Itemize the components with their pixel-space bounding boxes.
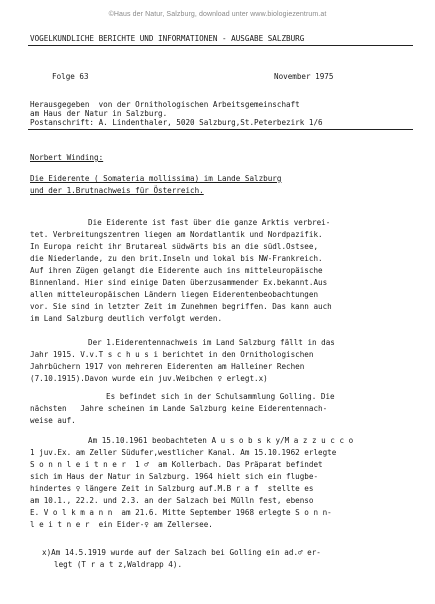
body-line: 1 juv.Ex. am Zeller Südufer,westlicher Kanal. Am 15.10.1962 erlegte xyxy=(30,448,337,457)
body-line: Jahrbüchern 1917 von mehreren Eiderenten am Halleiner Rechen xyxy=(30,362,305,371)
body-line: die Niederlande, zu den brit.Inseln und lokal bis NW-Frankreich. xyxy=(30,254,323,263)
article-title-line-1: Die Eiderente ( Somateria mollissima) im Lande Salzburg xyxy=(30,174,282,183)
body-line: In Europa reicht ihr Brutareal südwärts bis an die südl.Ostsee, xyxy=(30,242,319,251)
body-line: hindertes ♀ längere Zeit in Salzburg auf.M.B r a f stellte es xyxy=(30,484,314,493)
body-line: Jahr 1915. V.v.T s c h u s i berichtet in den Ornithologischen xyxy=(30,350,314,359)
header-rule xyxy=(28,45,413,46)
body-line: sich im Haus der Natur in Salzburg. 1964 hielt sich ein flugbe- xyxy=(30,472,319,481)
footnote-line: x)Am 14.5.1919 wurde auf der Salzach bei Golling ein ad.♂ er- xyxy=(42,548,321,557)
body-line: S o n n l e i t n e r 1 ♂ am Kollerbach. Das Präparat befindet xyxy=(30,460,323,469)
postal-address: Postanschrift: A. Lindenthaler, 5020 Salzburg,St.Peterbezirk 1/6 xyxy=(30,118,323,127)
body-line: nächsten Jahre scheinen im Lande Salzburg keine Eiderentennach- xyxy=(30,404,328,413)
body-line: weise auf. xyxy=(30,416,76,425)
article-author: Norbert Winding: xyxy=(30,153,104,162)
watermark: ©Haus der Natur, Salzburg, download unter www.biologiezentrum.at xyxy=(108,11,327,18)
body-line: E. V o l k m a n n am 21.6. Mitte September 1968 erlegte S o n n- xyxy=(30,508,332,517)
article-title-line-2: und der 1.Brutnachweis für Österreich. xyxy=(30,186,204,195)
body-line: l e i t n e r ein Eider-♀ am Zellersee. xyxy=(30,520,213,529)
publisher-line-1: Herausgegeben von der Ornithologischen Arbeitsgemeinschaft xyxy=(30,100,300,109)
body-line: Der 1.Eiderentennachweis im Land Salzburg fällt in das xyxy=(88,338,335,347)
body-line: vor. Sie sind in letzter Zeit im Zunehmen begriffen. Das kann auch xyxy=(30,302,332,311)
body-line: Die Eiderente ist fast über die ganze Arktis verbrei- xyxy=(88,218,331,227)
body-line: tet. Verbreitungszentren liegen am Nordatlantik und Nordpazifik. xyxy=(30,230,323,239)
address-rule xyxy=(28,129,413,130)
body-line: Auf ihren Zügen gelangt die Eiderente auch ins mitteleuropäische xyxy=(30,266,323,275)
body-line: im Land Salzburg deutlich verfolgt werden. xyxy=(30,314,223,323)
issue-date: November 1975 xyxy=(274,72,334,81)
body-line: am 10.1., 22.2. und 2.3. an der Salzach bei Mülln fest, ebenso xyxy=(30,496,314,505)
body-line: Binnenland. Hier sind einige Daten überzusammender Ex.bekannt.Aus xyxy=(30,278,328,287)
body-line: Es befindet sich in der Schulsammlung Golling. Die xyxy=(106,392,335,401)
body-line: Am 15.10.1961 beobachteten A u s o b s k y/M a z z u c c o xyxy=(88,436,354,445)
footnote-line: legt (T r a t z,Waldrapp 4). xyxy=(54,560,183,569)
body-line: allen mitteleuropäischen Ländern liegen Eiderentenbeobachtungen xyxy=(30,290,319,299)
publisher-line-2: am Haus der Natur in Salzburg. xyxy=(30,109,168,118)
issue-number: Folge 63 xyxy=(52,72,89,81)
body-line: (7.10.1915).Davon wurde ein juv.Weibchen ♀ erlegt.x) xyxy=(30,374,268,383)
series-title: VOGELKUNDLICHE BERICHTE UND INFORMATIONEN - AUSGABE SALZBURG xyxy=(30,34,305,43)
